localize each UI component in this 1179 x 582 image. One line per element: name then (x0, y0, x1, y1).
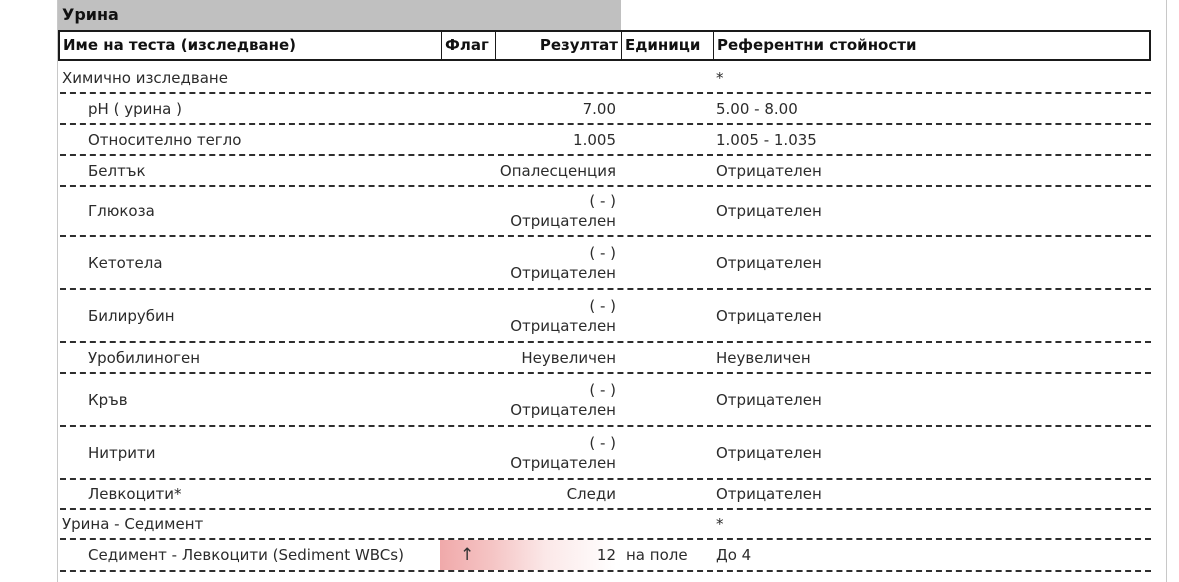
table-row (58, 428, 1151, 478)
table-row-group (58, 64, 1151, 92)
test-name: pH ( урина ) (88, 99, 182, 118)
result-value (440, 375, 616, 425)
table-row (58, 187, 1151, 235)
table-row (58, 238, 1151, 288)
row-divider (60, 570, 1151, 572)
reference-value: Отрицателен (716, 485, 822, 503)
result-qualifier: ( - ) (589, 192, 616, 210)
test-name: Нитрити (88, 444, 156, 462)
result-value (440, 187, 616, 235)
result-value (440, 480, 616, 508)
test-name: Кетотела (88, 254, 163, 272)
result-text: Отрицателен (510, 264, 616, 282)
reference-value: Отрицателен (716, 254, 822, 272)
test-name: Белтък (88, 161, 146, 180)
reference-value: Отрицателен (716, 444, 822, 462)
test-name: Билирубин (88, 307, 175, 325)
result-value (440, 291, 616, 341)
reference-value: Отрицателен (716, 391, 822, 409)
result-text: Отрицателен (510, 454, 616, 472)
row-divider (60, 235, 1151, 237)
reference-value: Отрицателен (716, 161, 822, 180)
result-text: Опалесценция (499, 161, 616, 180)
column-header-units: Единици (622, 32, 714, 59)
test-name: Урина - Седимент (62, 515, 204, 533)
result-value (440, 343, 616, 372)
table-row (58, 375, 1151, 425)
column-header-reference: Референтни стойности (717, 36, 917, 54)
row-divider (60, 372, 1151, 374)
reference-value: 1.005 - 1.035 (716, 130, 817, 149)
column-header-result: Резултат (496, 32, 622, 59)
reference-value: * (716, 515, 724, 533)
table-row (58, 291, 1151, 341)
test-name: Седимент - Левкоцити (Sediment WBCs) (88, 546, 404, 564)
result-value (440, 125, 616, 154)
section-title: Урина (58, 0, 621, 30)
result-text: 12 (596, 546, 616, 564)
column-header-flag: Флаг (442, 32, 496, 59)
row-divider (60, 425, 1151, 427)
test-name: Кръв (88, 391, 128, 409)
reference-value: Отрицателен (716, 307, 822, 325)
arrow-up-icon: ↑ (460, 545, 475, 565)
reference-value: 5.00 - 8.00 (716, 99, 798, 118)
row-divider (60, 288, 1151, 290)
result-text: 7.00 (582, 99, 616, 118)
reference-value: Отрицателен (716, 202, 822, 220)
table-row (58, 480, 1151, 508)
result-text: Отрицателен (510, 401, 616, 419)
page-frame-right (1166, 0, 1167, 582)
result-text: Отрицателен (510, 317, 616, 335)
test-name: Глюкоза (88, 202, 155, 220)
table-row (58, 94, 1151, 123)
result-value (440, 540, 616, 570)
result-qualifier: ( - ) (589, 244, 616, 262)
result-text: Отрицателен (510, 212, 616, 230)
result-value (440, 428, 616, 478)
test-name: Относително тегло (88, 130, 242, 149)
test-name: Химично изследване (62, 69, 228, 87)
table-header (58, 30, 1151, 61)
test-name: Левкоцити* (88, 485, 182, 503)
reference-value: * (716, 69, 724, 87)
reference-value: До 4 (716, 546, 752, 564)
table-row-group (58, 510, 1151, 538)
table-row (58, 343, 1151, 372)
result-value (440, 156, 616, 185)
units-value: на поле (626, 546, 688, 564)
table-row-flagged (58, 540, 1151, 570)
result-text: 1.005 (573, 130, 616, 149)
result-qualifier: ( - ) (589, 381, 616, 399)
result-text: Следи (566, 485, 616, 503)
table-row (58, 125, 1151, 154)
column-header-name: Име на теста (изследване) (60, 32, 442, 59)
result-value (440, 238, 616, 288)
result-qualifier: ( - ) (589, 297, 616, 315)
table-row (58, 156, 1151, 185)
test-name: Уробилиноген (88, 348, 201, 367)
result-value (440, 94, 616, 123)
result-text: Неувеличен (521, 348, 616, 367)
reference-value: Неувеличен (716, 348, 811, 367)
result-qualifier: ( - ) (589, 434, 616, 452)
